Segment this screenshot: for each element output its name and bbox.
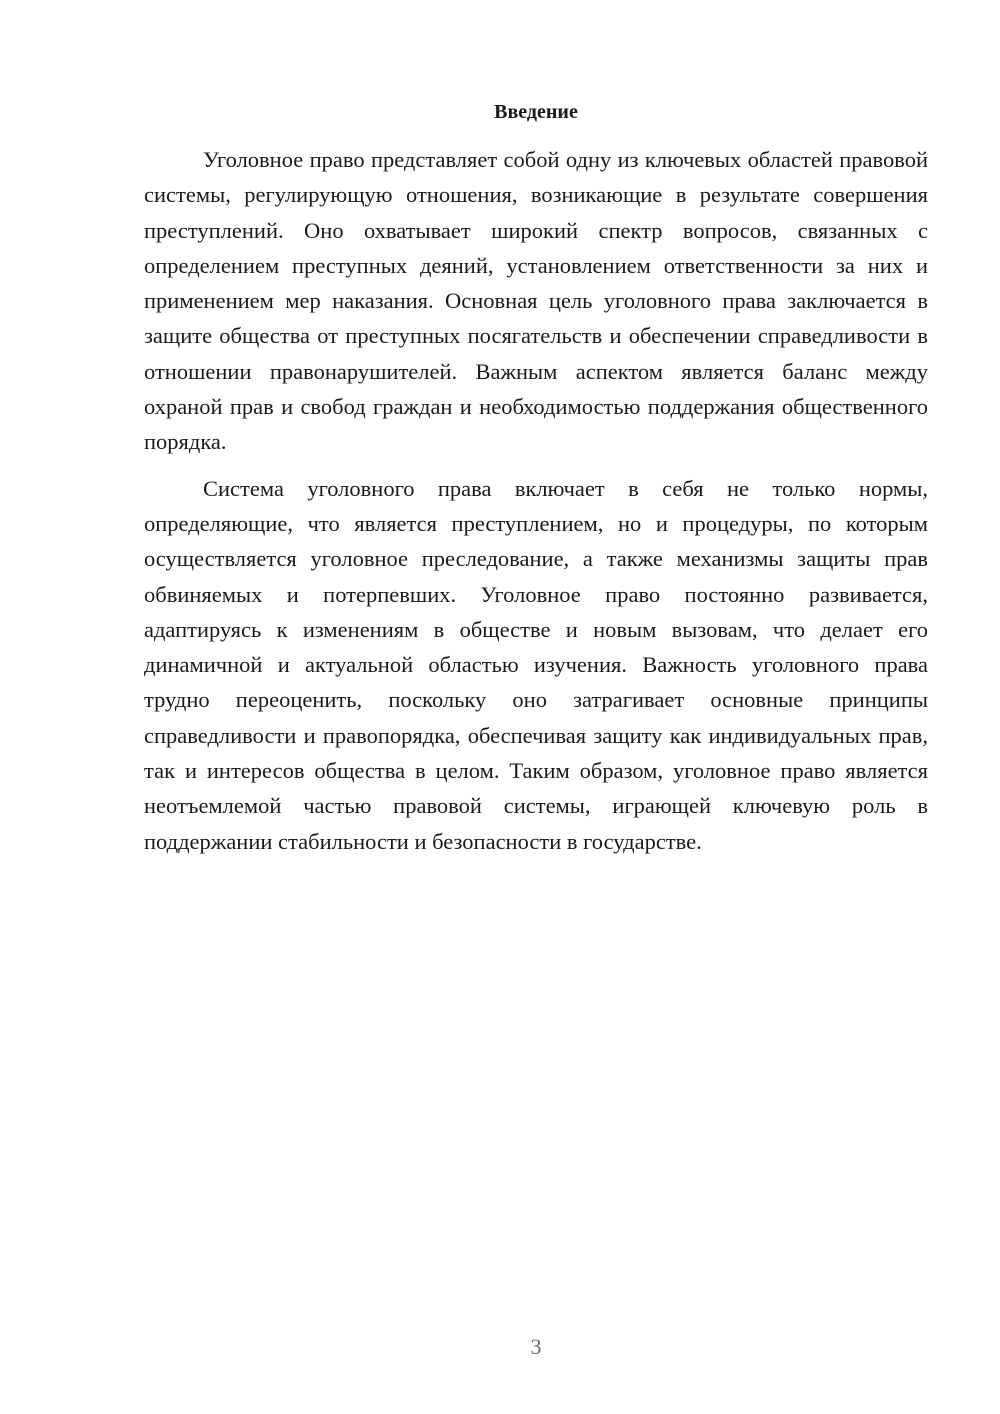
page-number: 3	[530, 1334, 542, 1359]
section-title: Введение	[494, 101, 578, 123]
body-text	[144, 142, 928, 859]
paragraph-intro: Уголовное право представляет собой одну из ключевых областей правовой системы, регулирующую отношения, возникающие в результате совершения преступлений. Оно охватывает широкий спектр вопросов, связанных с определением преступных деяний, установлением ответственности за них и применением мер наказания. Основная цель уголовного права заключается в защите общества от преступных посягательств и обеспечении справедливости в отношении правонарушителей. Важным аспектом является баланс между охраной прав и свобод граждан и необходимостью поддержания общественного порядка.	[144, 147, 928, 455]
paragraph-system: Система уголовного права включает в себя не только нормы, определяющие, что является преступлением, но и процедуры, по которым осуществляется уголовное преследование, а также механизмы защиты прав обвиняемых и потерпевших. Уголовное право постоянно развивается, адаптируясь к изменениям в обществе и новым вызовам, что делает его динамичной и актуальной областью изучения. Важность уголовного права трудно переоценить, поскольку оно затрагивает основные принципы справедливости и правопорядка, обеспечивая защиту как индивидуальных прав, так и интересов общества в целом. Таким образом, уголовное право является неотъемлемой частью правовой системы, играющей ключевую роль в поддержании стабильности и безопасности в государстве.	[144, 475, 928, 854]
